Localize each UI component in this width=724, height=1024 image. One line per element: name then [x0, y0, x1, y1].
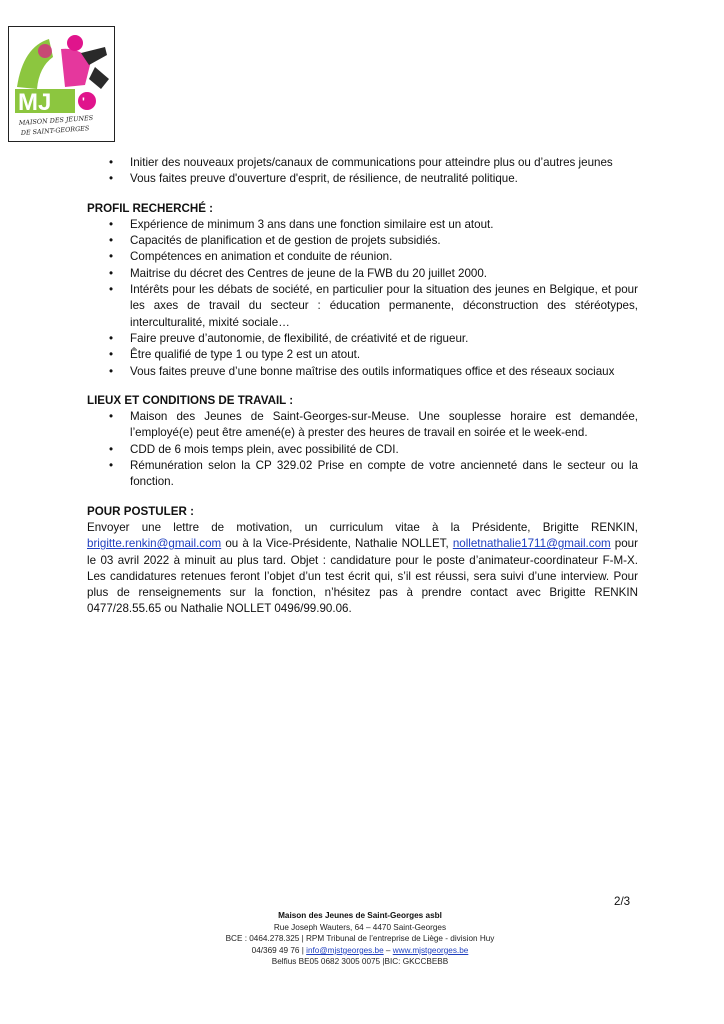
svg-text:DE SAINT-GEORGES: DE SAINT-GEORGES — [20, 124, 90, 137]
email-link-renkin[interactable]: brigitte.renkin@gmail.com — [87, 537, 222, 551]
section-title: PROFIL RECHERCHÉ : — [87, 201, 214, 215]
footer-contact — [160, 945, 560, 957]
footer-address: Rue Joseph Wauters, 64 – 4470 Saint-Georges — [273, 922, 447, 932]
list-item: • Compétences en animation et conduite de réunion. — [87, 249, 638, 265]
mj-logo — [8, 26, 115, 142]
lieux-section — [87, 393, 638, 491]
list-item: • Initier des nouveaux projets/canaux de communications pour atteindre plus ou d’autres jeunes — [87, 155, 638, 171]
list-item: • Intérêts pour les débats de société, en particulier pour la situation des jeunes en Belgique, et pour les axes de travail du secteur : éducation permanente, déconstruction des stéréotypes, interculturalité, mixité sociale… — [87, 282, 638, 331]
section-title: POUR POSTULER : — [87, 504, 194, 518]
list-item: • Vous faites preuve d’une bonne maîtrise des outils informatiques office et des réseaux sociaux — [87, 364, 638, 380]
svg-text:MAISON DES JEUNES: MAISON DES JEUNES — [18, 113, 94, 127]
footer-separator: – — [383, 945, 393, 955]
email-link-nollet[interactable]: nolletnathalie1711@gmail.com — [452, 537, 611, 551]
svg-text:': ' — [82, 95, 85, 109]
job-offer-content — [87, 155, 638, 618]
postuler-text: Envoyer une lettre de motivation, un curriculum vitae à la Présidente, Brigitte RENKIN, — [87, 520, 638, 534]
postuler-text: pour le 03 avril 2022 à minuit au plus tard. Objet : candidature pour le poste d’animateur-coordinateur F-M-X. Les candidatures retenues feront l’objet d’un test écrit qui, s’il est réussi, sera suivi d’une interview. Pour plus de renseignements sur la fonction, n’hésitez pas à prendre contact avec Brigitte RENKIN 0477/28.55.65 ou Nathalie NOLLET 0496/99.90.06. — [87, 537, 638, 616]
list-item: • Expérience de minimum 3 ans dans une fonction similaire est un atout. — [87, 217, 638, 233]
page-number: 2/3 — [614, 895, 631, 908]
list-item: • Vous faites preuve d'ouverture d'esprit, de résilience, de neutralité politique. — [87, 171, 638, 187]
section-title: LIEUX ET CONDITIONS DE TRAVAIL : — [87, 393, 294, 407]
list-item: • Maison des Jeunes de Saint-Georges-sur-Meuse. Une souplesse horaire est demandée, l’employé(e) peut être amené(e) à prester des heures de travail en soirée et le week-end. — [87, 409, 638, 442]
footer-org-name: Maison des Jeunes de Saint-Georges asbl — [278, 911, 442, 920]
list-item: • Faire preuve d’autonomie, de flexibilité, de créativité et de rigueur. — [87, 331, 638, 347]
list-item: • Rémunération selon la CP 329.02 Prise en compte de votre ancienneté dans le secteur ou la fonction. — [87, 458, 638, 491]
list-item: • Capacités de planification et de gestion de projets subsidiés. — [87, 233, 638, 249]
footer-bank: Belfius BE05 0682 3005 0075 |BIC: GKCCBEBB — [271, 957, 449, 967]
footer-email-link[interactable]: info@mjstgeorges.be — [306, 945, 384, 955]
list-item: • Maitrise du décret des Centres de jeune de la FWB du 20 juillet 2000. — [87, 266, 638, 282]
profil-bullet-list — [87, 217, 638, 380]
intro-bullet-list — [87, 155, 638, 188]
footer-phone: 04/369 49 76 | — [251, 945, 307, 955]
profil-section — [87, 201, 638, 380]
list-item: • CDD de 6 mois temps plein, avec possibilité de CDI. — [87, 442, 638, 458]
list-item: • Être qualifié de type 1 ou type 2 est un atout. — [87, 347, 638, 363]
lieux-bullet-list — [87, 409, 638, 490]
footer-bce: BCE : 0464.278.325 | RPM Tribunal de l’entreprise de Liège - division Huy — [225, 934, 495, 944]
postuler-text: ou à la Vice-Présidente, Nathalie NOLLET, — [221, 537, 453, 551]
footer — [160, 910, 560, 968]
svg-text:MJ: MJ — [18, 89, 52, 116]
postuler-section — [87, 504, 638, 618]
postuler-paragraph — [87, 520, 638, 618]
footer-website-link[interactable]: www.mjstgeorges.be — [392, 945, 469, 955]
